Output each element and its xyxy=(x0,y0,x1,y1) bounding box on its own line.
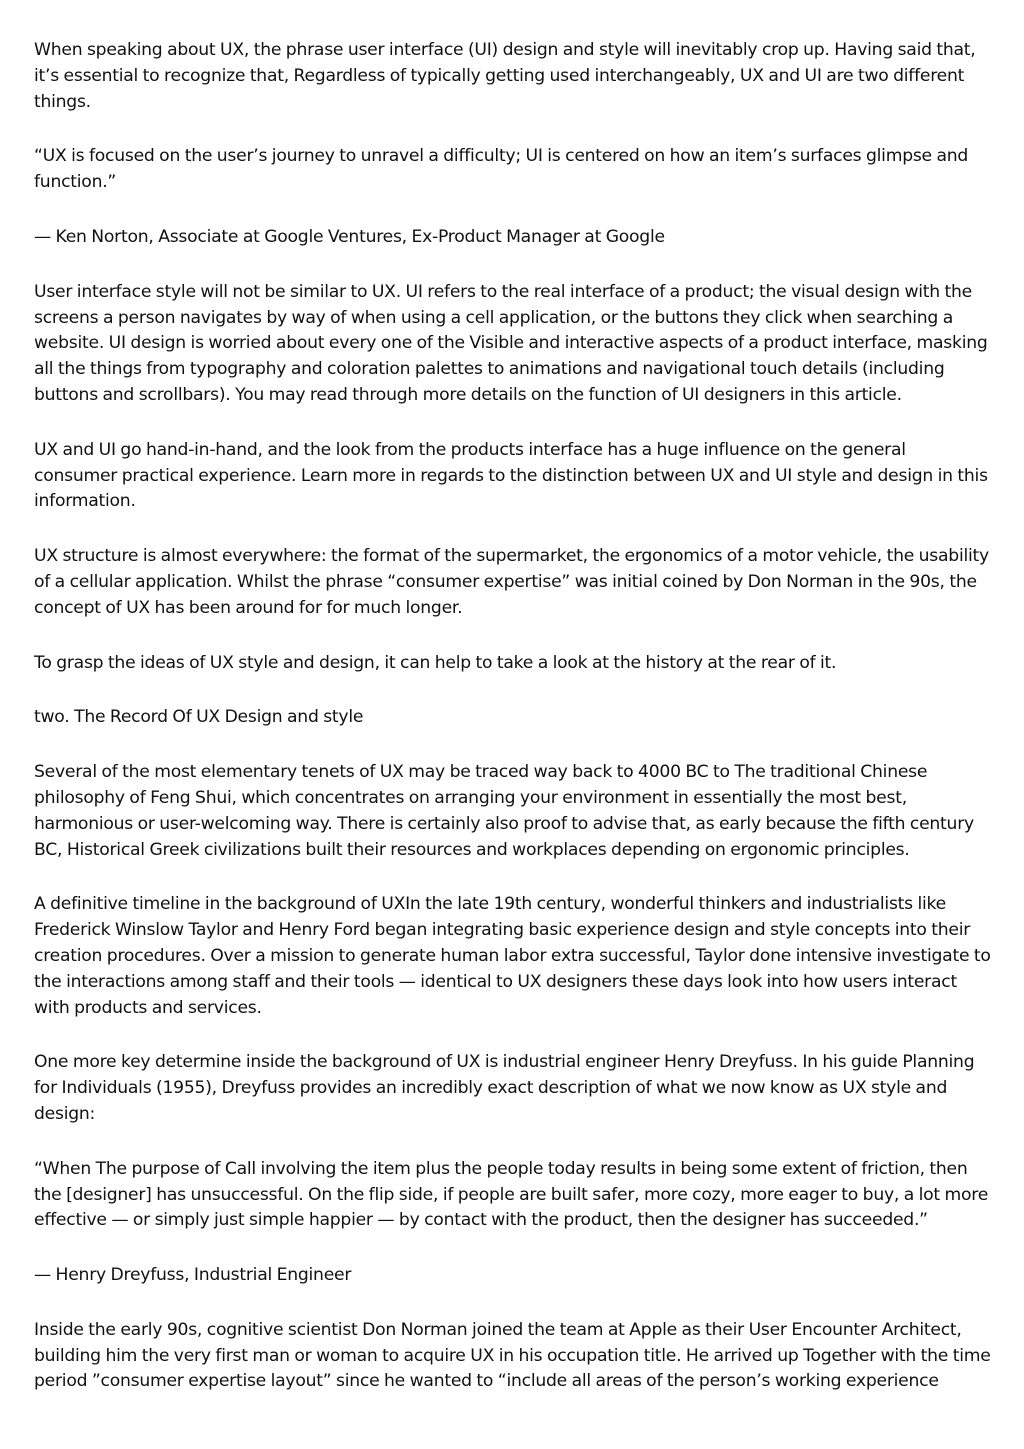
paragraph-ui-style: User interface style will not be similar to UX. UI refers to the real interface of a product; the visual design with the screens a person navigates by way of when using a cell application, or the buttons they click when searching a website. UI design is worried about every one of the Visible and interactive aspects of a product interface, masking all the things from typography and coloration palettes to animations and navigational touch details (including buttons and scrollbars). You may read through more details on the function of UI designers in this article. xyxy=(34,281,988,405)
quote-dreyfuss: “When The purpose of Call involving the item plus the people today results in being some extent of friction, then the [designer] has unsuccessful. On the flip side, if people are built safer, more cozy, more eager to buy, a lot more effective — or simply just simple happier — by contact with the product, then the designer has succeeded.” xyxy=(34,1158,989,1231)
paragraph-intro: When speaking about UX, the phrase user interface (UI) design and style will inevitably crop up. Having said that, it’s essential to recognize that, Regardless of typically getting used interchangeably, UX and UI are two different things. xyxy=(34,40,976,112)
attribution-ken-norton: — Ken Norton, Associate at Google Ventures, Ex-Product Manager at Google xyxy=(34,226,665,247)
paragraph-ux-everywhere: UX structure is almost everywhere: the format of the supermarket, the ergonomics of a motor vehicle, the usability of a cellular application. Whilst the phrase “consumer expertise” was initial coined by Don Norman in the 90s, the concept of UX has been around for for much longer. xyxy=(34,546,989,618)
paragraph-don-norman: Inside the early 90s, cognitive scientist Don Norman joined the team at Apple as their User Encounter Architect, building him the very first man or woman to acquire UX in his occupation title. He arrived up Together with the time period ”consumer expertise layout” since he wanted to “include all areas of the person’s working experience xyxy=(34,1319,991,1392)
section-heading-history: two. The Record Of UX Design and style xyxy=(34,707,364,728)
document-body xyxy=(34,38,992,1395)
paragraph-feng-shui: Several of the most elementary tenets of UX may be traced way back to 4000 BC to The traditional Chinese philosophy of Feng Shui, which concentrates on arranging your environment in essentially the most best, harmonious or user-welcoming way. There is certainly also proof to advise that, as early because the fifth century BC, Historical Greek civilizations built their resources and workplaces depending on ergonomic principles. xyxy=(34,762,974,860)
paragraph-dreyfuss: One more key determine inside the background of UX is industrial engineer Henry Dreyfuss. In his guide Planning for Individuals (1955), Dreyfuss provides an incredibly exact description of what we now know as UX style and design: xyxy=(34,1052,975,1124)
quote-ken-norton: “UX is focused on the user’s journey to unravel a difficulty; UI is centered on how an item’s surfaces glimpse and function.” xyxy=(34,146,969,193)
paragraph-ux-ui-hand-in-hand: UX and UI go hand-in-hand, and the look from the products interface has a huge influence on the general consumer practical experience. Learn more in regards to the distinction between UX and UI style and design in this information. xyxy=(34,439,988,512)
paragraph-history-intro: To grasp the ideas of UX style and design, it can help to take a look at the history at the rear of it. xyxy=(34,652,837,673)
attribution-dreyfuss: — Henry Dreyfuss, Industrial Engineer xyxy=(34,1265,352,1286)
paragraph-timeline: A definitive timeline in the background of UXIn the late 19th century, wonderful thinkers and industrialists like Frederick Winslow Taylor and Henry Ford began integrating basic experience design and style concepts into their creation procedures. Over a mission to generate human labor extra successful, Taylor done intensive investigate to the interactions among staff and their tools — identical to UX designers these days look into how users interact with products and services. xyxy=(34,894,991,1018)
